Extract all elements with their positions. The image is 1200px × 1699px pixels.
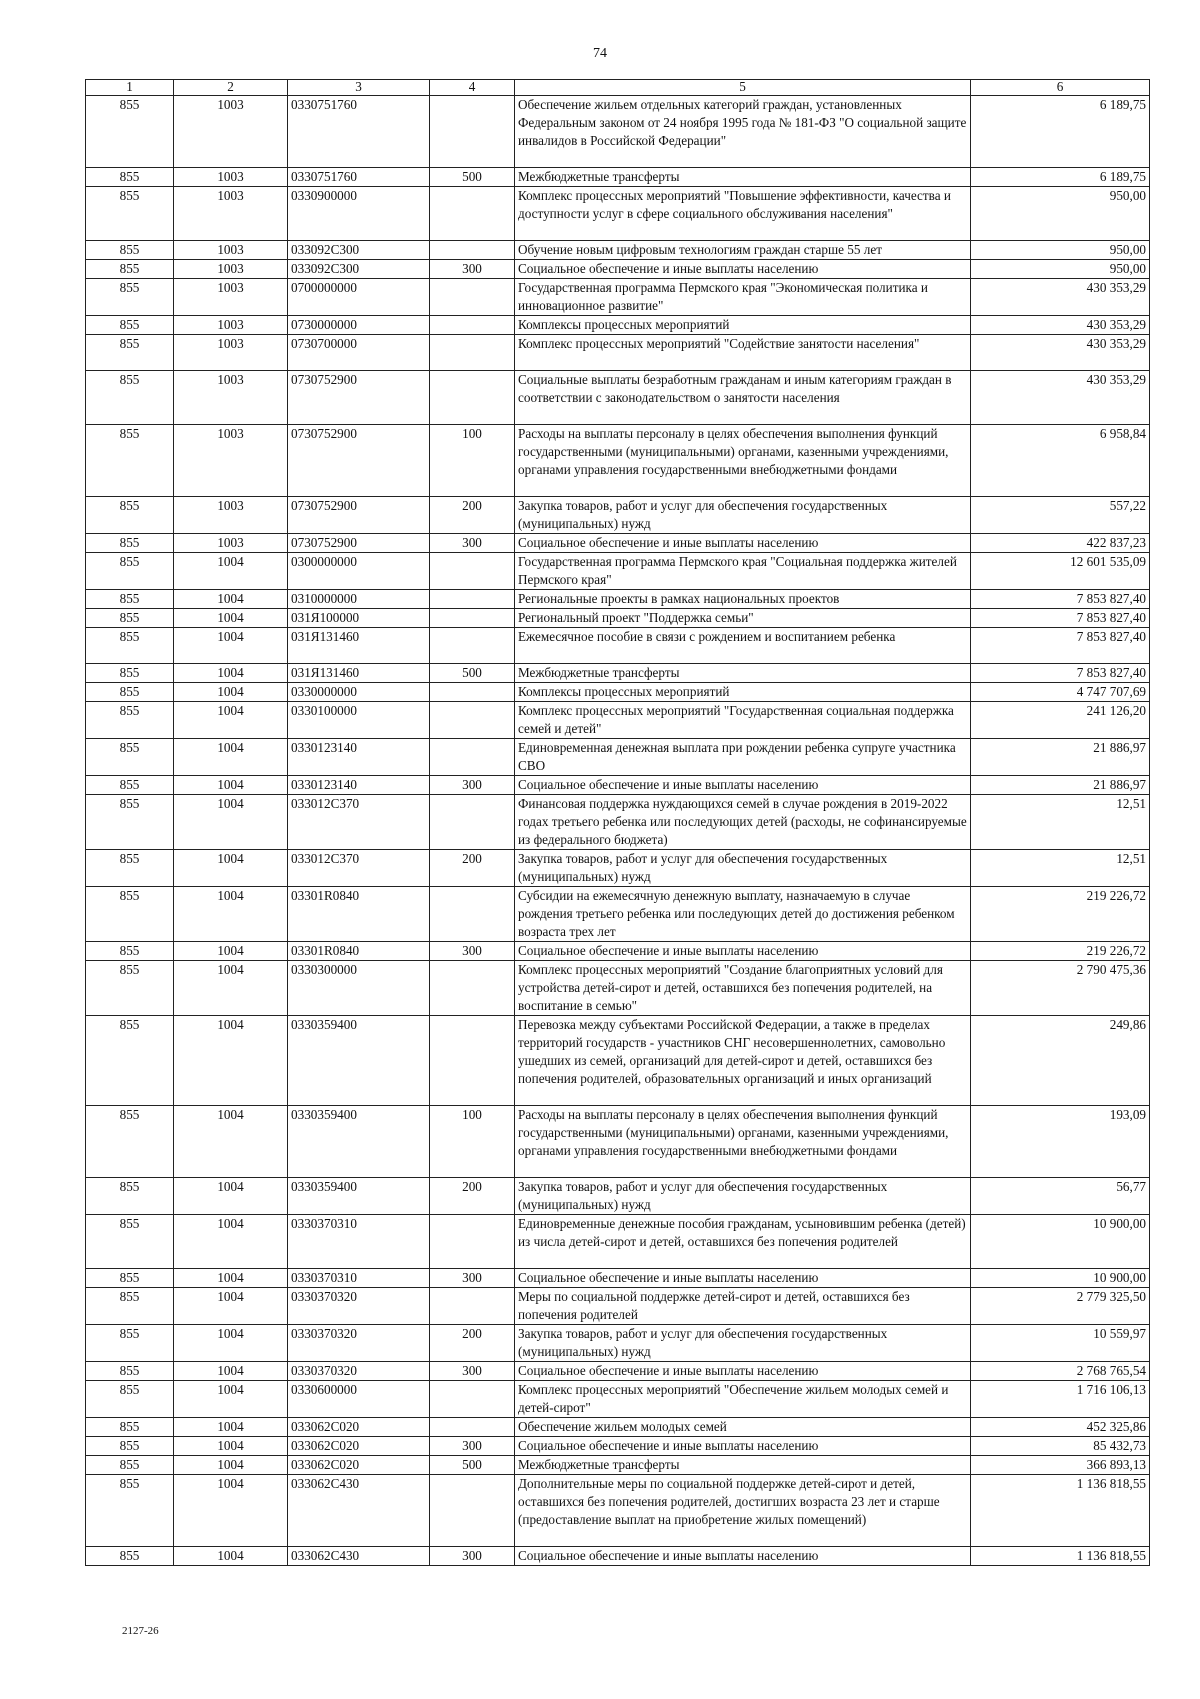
table-row: [86, 316, 1150, 335]
amount-cell: 950,00: [971, 260, 1150, 279]
expense-type-cell: [430, 316, 515, 335]
table-row: [86, 961, 1150, 1016]
description-cell: Социальное обеспечение и иные выплаты населению: [515, 1437, 971, 1456]
amount-cell: 950,00: [971, 241, 1150, 260]
table-row: [86, 887, 1150, 942]
amount-cell: 7 853 827,40: [971, 609, 1150, 628]
ministry-code-cell: 855: [86, 887, 174, 942]
expense-type-cell: [430, 1016, 515, 1106]
ministry-code-cell: 855: [86, 1437, 174, 1456]
amount-cell: 6 189,75: [971, 96, 1150, 168]
expense-type-cell: [430, 887, 515, 942]
description-cell: Комплекс процессных мероприятий "Государственная социальная поддержка семей и детей": [515, 702, 971, 739]
ministry-code-cell: 855: [86, 1269, 174, 1288]
table-row: [86, 1456, 1150, 1475]
amount-cell: 21 886,97: [971, 776, 1150, 795]
section-code-cell: 1003: [174, 279, 288, 316]
expense-type-cell: [430, 1288, 515, 1325]
section-code-cell: 1004: [174, 887, 288, 942]
ministry-code-cell: 855: [86, 316, 174, 335]
ministry-code-cell: 855: [86, 1016, 174, 1106]
amount-cell: 12 601 535,09: [971, 553, 1150, 590]
table-row: [86, 1418, 1150, 1437]
ministry-code-cell: 855: [86, 96, 174, 168]
description-cell: Обеспечение жильем отдельных категорий граждан, установленных Федеральным законом от 24 ноября 1995 года № 181-ФЗ "О социальной защите инвалидов в Российской Федерации": [515, 96, 971, 168]
target-article-cell: 0330751760: [288, 96, 430, 168]
table-row: [86, 850, 1150, 887]
expense-type-cell: [430, 1215, 515, 1269]
target-article-cell: 0730752900: [288, 497, 430, 534]
section-code-cell: 1004: [174, 942, 288, 961]
table-row: [86, 335, 1150, 371]
table-body: [86, 96, 1150, 1566]
expense-type-cell: 200: [430, 1325, 515, 1362]
ministry-code-cell: 855: [86, 241, 174, 260]
target-article-cell: 033092С300: [288, 260, 430, 279]
target-article-cell: 03301R0840: [288, 887, 430, 942]
expense-type-cell: 300: [430, 1437, 515, 1456]
expense-type-cell: [430, 1381, 515, 1418]
section-code-cell: 1004: [174, 1418, 288, 1437]
expense-type-cell: [430, 1418, 515, 1437]
section-code-cell: 1004: [174, 1016, 288, 1106]
amount-cell: 6 958,84: [971, 425, 1150, 497]
table-row: [86, 795, 1150, 850]
ministry-code-cell: 855: [86, 795, 174, 850]
table-row: [86, 590, 1150, 609]
ministry-code-cell: 855: [86, 1475, 174, 1547]
table-row: [86, 1547, 1150, 1566]
ministry-code-cell: 855: [86, 168, 174, 187]
amount-cell: 241 126,20: [971, 702, 1150, 739]
expense-type-cell: [430, 335, 515, 371]
section-code-cell: 1004: [174, 683, 288, 702]
table-row: [86, 664, 1150, 683]
amount-cell: 422 837,23: [971, 534, 1150, 553]
amount-cell: 12,51: [971, 795, 1150, 850]
ministry-code-cell: 855: [86, 702, 174, 739]
amount-cell: 12,51: [971, 850, 1150, 887]
description-cell: Социальное обеспечение и иные выплаты населению: [515, 534, 971, 553]
expense-type-cell: [430, 795, 515, 850]
section-code-cell: 1004: [174, 1475, 288, 1547]
target-article-cell: 0700000000: [288, 279, 430, 316]
table-row: [86, 1325, 1150, 1362]
table-row: [86, 187, 1150, 241]
section-code-cell: 1003: [174, 241, 288, 260]
ministry-code-cell: 855: [86, 590, 174, 609]
ministry-code-cell: 855: [86, 279, 174, 316]
expense-type-cell: 200: [430, 1178, 515, 1215]
section-code-cell: 1004: [174, 1362, 288, 1381]
target-article-cell: 0330359400: [288, 1016, 430, 1106]
expense-type-cell: [430, 628, 515, 664]
ministry-code-cell: 855: [86, 683, 174, 702]
description-cell: Межбюджетные трансферты: [515, 664, 971, 683]
description-cell: Ежемесячное пособие в связи с рождением и воспитанием ребенка: [515, 628, 971, 664]
ministry-code-cell: 855: [86, 1325, 174, 1362]
target-article-cell: 0330000000: [288, 683, 430, 702]
section-code-cell: 1004: [174, 1288, 288, 1325]
section-code-cell: 1004: [174, 850, 288, 887]
target-article-cell: 0330300000: [288, 961, 430, 1016]
expense-type-cell: 300: [430, 534, 515, 553]
target-article-cell: 0330100000: [288, 702, 430, 739]
ministry-code-cell: 855: [86, 1381, 174, 1418]
amount-cell: 85 432,73: [971, 1437, 1150, 1456]
section-code-cell: 1003: [174, 534, 288, 553]
section-code-cell: 1004: [174, 1178, 288, 1215]
description-cell: Закупка товаров, работ и услуг для обеспечения государственных (муниципальных) нужд: [515, 1325, 971, 1362]
expense-type-cell: 300: [430, 776, 515, 795]
ministry-code-cell: 855: [86, 1106, 174, 1178]
target-article-cell: 0330359400: [288, 1178, 430, 1215]
expense-type-cell: 200: [430, 850, 515, 887]
target-article-cell: 033012С370: [288, 850, 430, 887]
amount-cell: 10 900,00: [971, 1215, 1150, 1269]
expense-type-cell: [430, 739, 515, 776]
column-header: 3: [288, 80, 430, 96]
section-code-cell: 1004: [174, 776, 288, 795]
target-article-cell: 0330123140: [288, 776, 430, 795]
section-code-cell: 1003: [174, 371, 288, 425]
amount-cell: 366 893,13: [971, 1456, 1150, 1475]
expense-type-cell: 300: [430, 1362, 515, 1381]
amount-cell: 7 853 827,40: [971, 590, 1150, 609]
budget-table: [85, 79, 1150, 1566]
description-cell: Комплекс процессных мероприятий "Повышение эффективности, качества и доступности услуг в сфере социального обслуживания населения": [515, 187, 971, 241]
target-article-cell: 0330123140: [288, 739, 430, 776]
description-cell: Комплексы процессных мероприятий: [515, 683, 971, 702]
ministry-code-cell: 855: [86, 1456, 174, 1475]
ministry-code-cell: 855: [86, 260, 174, 279]
table-row: [86, 279, 1150, 316]
target-article-cell: 033062С430: [288, 1547, 430, 1566]
target-article-cell: 0330751760: [288, 168, 430, 187]
target-article-cell: 0730000000: [288, 316, 430, 335]
amount-cell: 249,86: [971, 1016, 1150, 1106]
target-article-cell: 033062С020: [288, 1418, 430, 1437]
table-row: [86, 425, 1150, 497]
table-row: [86, 1215, 1150, 1269]
description-cell: Обучение новым цифровым технологиям граждан старше 55 лет: [515, 241, 971, 260]
ministry-code-cell: 855: [86, 1178, 174, 1215]
amount-cell: 1 136 818,55: [971, 1475, 1150, 1547]
target-article-cell: 033012С370: [288, 795, 430, 850]
target-article-cell: 0730700000: [288, 335, 430, 371]
amount-cell: 7 853 827,40: [971, 628, 1150, 664]
target-article-cell: 0330600000: [288, 1381, 430, 1418]
ministry-code-cell: 855: [86, 776, 174, 795]
table-header-row: [86, 80, 1150, 96]
description-cell: Социальное обеспечение и иные выплаты населению: [515, 776, 971, 795]
expense-type-cell: [430, 553, 515, 590]
amount-cell: 2 790 475,36: [971, 961, 1150, 1016]
description-cell: Социальное обеспечение и иные выплаты населению: [515, 1362, 971, 1381]
table-row: [86, 628, 1150, 664]
table-row: [86, 497, 1150, 534]
description-cell: Финансовая поддержка нуждающихся семей в случае рождения в 2019-2022 годах третьего ребенка или последующих детей (расходы, не софинансируемые из федерального бюджета): [515, 795, 971, 850]
target-article-cell: 0330359400: [288, 1106, 430, 1178]
section-code-cell: 1003: [174, 96, 288, 168]
description-cell: Обеспечение жильем молодых семей: [515, 1418, 971, 1437]
ministry-code-cell: 855: [86, 1288, 174, 1325]
target-article-cell: 031Я131460: [288, 628, 430, 664]
table-row: [86, 371, 1150, 425]
section-code-cell: 1003: [174, 260, 288, 279]
ministry-code-cell: 855: [86, 1418, 174, 1437]
amount-cell: 219 226,72: [971, 887, 1150, 942]
ministry-code-cell: 855: [86, 335, 174, 371]
ministry-code-cell: 855: [86, 425, 174, 497]
amount-cell: 1 136 818,55: [971, 1547, 1150, 1566]
target-article-cell: 0300000000: [288, 553, 430, 590]
amount-cell: 6 189,75: [971, 168, 1150, 187]
section-code-cell: 1004: [174, 739, 288, 776]
section-code-cell: 1003: [174, 335, 288, 371]
amount-cell: 4 747 707,69: [971, 683, 1150, 702]
description-cell: Комплексы процессных мероприятий: [515, 316, 971, 335]
target-article-cell: 0330370320: [288, 1325, 430, 1362]
description-cell: Межбюджетные трансферты: [515, 168, 971, 187]
section-code-cell: 1004: [174, 1437, 288, 1456]
section-code-cell: 1004: [174, 1547, 288, 1566]
target-article-cell: 0330370310: [288, 1269, 430, 1288]
description-cell: Закупка товаров, работ и услуг для обеспечения государственных (муниципальных) нужд: [515, 1178, 971, 1215]
expense-type-cell: [430, 683, 515, 702]
ministry-code-cell: 855: [86, 187, 174, 241]
amount-cell: 452 325,86: [971, 1418, 1150, 1437]
description-cell: Социальное обеспечение и иные выплаты населению: [515, 942, 971, 961]
expense-type-cell: 300: [430, 1547, 515, 1566]
table-row: [86, 683, 1150, 702]
description-cell: Расходы на выплаты персоналу в целях обеспечения выполнения функций государственными (муниципальными) органами, казенными учреждениями, органами управления государственными внебюджетными фондами: [515, 1106, 971, 1178]
expense-type-cell: [430, 371, 515, 425]
amount-cell: 950,00: [971, 187, 1150, 241]
amount-cell: 10 559,97: [971, 1325, 1150, 1362]
section-code-cell: 1004: [174, 628, 288, 664]
table-row: [86, 1437, 1150, 1456]
section-code-cell: 1004: [174, 609, 288, 628]
table-row: [86, 1178, 1150, 1215]
target-article-cell: 033062С430: [288, 1475, 430, 1547]
section-code-cell: 1003: [174, 187, 288, 241]
section-code-cell: 1004: [174, 1106, 288, 1178]
description-cell: Комплекс процессных мероприятий "Обеспечение жильем молодых семей и детей-сирот": [515, 1381, 971, 1418]
ministry-code-cell: 855: [86, 371, 174, 425]
expense-type-cell: 500: [430, 664, 515, 683]
expense-type-cell: 300: [430, 260, 515, 279]
document-code: 2127-26: [122, 1625, 159, 1637]
amount-cell: 21 886,97: [971, 739, 1150, 776]
target-article-cell: 03301R0840: [288, 942, 430, 961]
target-article-cell: 033062С020: [288, 1456, 430, 1475]
table-row: [86, 534, 1150, 553]
section-code-cell: 1004: [174, 664, 288, 683]
table-row: [86, 241, 1150, 260]
description-cell: Региональный проект "Поддержка семьи": [515, 609, 971, 628]
column-header: 5: [515, 80, 971, 96]
description-cell: Перевозка между субъектами Российской Федерации, а также в пределах территорий государств - участников СНГ несовершеннолетних, самовольно ушедших из семей, организаций для детей-сирот и детей, оставшихся без попечения родителей, образовательных организаций и иных организаций: [515, 1016, 971, 1106]
ministry-code-cell: 855: [86, 609, 174, 628]
section-code-cell: 1004: [174, 1325, 288, 1362]
section-code-cell: 1004: [174, 590, 288, 609]
ministry-code-cell: 855: [86, 628, 174, 664]
expense-type-cell: 200: [430, 497, 515, 534]
description-cell: Субсидии на ежемесячную денежную выплату, назначаемую в случае рождения третьего ребенка или последующих детей до достижения ребенком возраста трех лет: [515, 887, 971, 942]
table-row: [86, 739, 1150, 776]
table-row: [86, 1475, 1150, 1547]
section-code-cell: 1004: [174, 553, 288, 590]
ministry-code-cell: 855: [86, 1362, 174, 1381]
ministry-code-cell: 855: [86, 739, 174, 776]
target-article-cell: 0330370320: [288, 1362, 430, 1381]
column-header: 1: [86, 80, 174, 96]
target-article-cell: 0330370310: [288, 1215, 430, 1269]
ministry-code-cell: 855: [86, 497, 174, 534]
description-cell: Государственная программа Пермского края "Экономическая политика и инновационное развитие": [515, 279, 971, 316]
section-code-cell: 1004: [174, 1269, 288, 1288]
table-row: [86, 1288, 1150, 1325]
section-code-cell: 1003: [174, 497, 288, 534]
expense-type-cell: 500: [430, 1456, 515, 1475]
expense-type-cell: [430, 96, 515, 168]
target-article-cell: 033062С020: [288, 1437, 430, 1456]
column-header: 4: [430, 80, 515, 96]
target-article-cell: 033092С300: [288, 241, 430, 260]
description-cell: Расходы на выплаты персоналу в целях обеспечения выполнения функций государственными (муниципальными) органами, казенными учреждениями, органами управления государственными внебюджетными фондами: [515, 425, 971, 497]
section-code-cell: 1004: [174, 1381, 288, 1418]
description-cell: Социальное обеспечение и иные выплаты населению: [515, 1547, 971, 1566]
page-number: 74: [593, 46, 607, 61]
expense-type-cell: 300: [430, 1269, 515, 1288]
expense-type-cell: [430, 279, 515, 316]
target-article-cell: 0730752900: [288, 425, 430, 497]
table-row: [86, 1381, 1150, 1418]
column-header: 2: [174, 80, 288, 96]
expense-type-cell: 100: [430, 1106, 515, 1178]
amount-cell: 219 226,72: [971, 942, 1150, 961]
section-code-cell: 1004: [174, 702, 288, 739]
target-article-cell: 031Я100000: [288, 609, 430, 628]
table-row: [86, 260, 1150, 279]
amount-cell: 430 353,29: [971, 371, 1150, 425]
expense-type-cell: [430, 609, 515, 628]
ministry-code-cell: 855: [86, 1547, 174, 1566]
description-cell: Закупка товаров, работ и услуг для обеспечения государственных (муниципальных) нужд: [515, 497, 971, 534]
description-cell: Межбюджетные трансферты: [515, 1456, 971, 1475]
section-code-cell: 1003: [174, 425, 288, 497]
amount-cell: 557,22: [971, 497, 1150, 534]
expense-type-cell: [430, 961, 515, 1016]
expense-type-cell: [430, 1475, 515, 1547]
table-row: [86, 942, 1150, 961]
description-cell: Региональные проекты в рамках национальных проектов: [515, 590, 971, 609]
section-code-cell: 1004: [174, 1456, 288, 1475]
target-article-cell: 0330370320: [288, 1288, 430, 1325]
expense-type-cell: 300: [430, 942, 515, 961]
expense-type-cell: [430, 702, 515, 739]
ministry-code-cell: 855: [86, 942, 174, 961]
table-row: [86, 609, 1150, 628]
table-row: [86, 168, 1150, 187]
section-code-cell: 1004: [174, 1215, 288, 1269]
description-cell: Комплекс процессных мероприятий "Содействие занятости населения": [515, 335, 971, 371]
expense-type-cell: 500: [430, 168, 515, 187]
expense-type-cell: [430, 187, 515, 241]
amount-cell: 1 716 106,13: [971, 1381, 1150, 1418]
column-header: 6: [971, 80, 1150, 96]
amount-cell: 2 768 765,54: [971, 1362, 1150, 1381]
table-row: [86, 702, 1150, 739]
ministry-code-cell: 855: [86, 553, 174, 590]
amount-cell: 430 353,29: [971, 279, 1150, 316]
expense-type-cell: [430, 590, 515, 609]
table-row: [86, 776, 1150, 795]
expense-type-cell: [430, 241, 515, 260]
amount-cell: 56,77: [971, 1178, 1150, 1215]
amount-cell: 2 779 325,50: [971, 1288, 1150, 1325]
target-article-cell: 0330900000: [288, 187, 430, 241]
description-cell: Социальное обеспечение и иные выплаты населению: [515, 1269, 971, 1288]
ministry-code-cell: 855: [86, 1215, 174, 1269]
description-cell: Закупка товаров, работ и услуг для обеспечения государственных (муниципальных) нужд: [515, 850, 971, 887]
description-cell: Комплекс процессных мероприятий "Создание благоприятных условий для устройства детей-сирот и детей, оставшихся без попечения родителей, на воспитание в семью": [515, 961, 971, 1016]
target-article-cell: 0730752900: [288, 371, 430, 425]
amount-cell: 7 853 827,40: [971, 664, 1150, 683]
table-row: [86, 1106, 1150, 1178]
section-code-cell: 1003: [174, 168, 288, 187]
table-row: [86, 1362, 1150, 1381]
description-cell: Единовременные денежные пособия гражданам, усыновившим ребенка (детей) из числа детей-сирот и детей, оставшихся без попечения родителей: [515, 1215, 971, 1269]
description-cell: Дополнительные меры по социальной поддержке детей-сирот и детей, оставшихся без попечения родителей, достигших возраста 23 лет и старше (предоставление выплат на приобретение жилых помещений): [515, 1475, 971, 1547]
description-cell: Государственная программа Пермского края "Социальная поддержка жителей Пермского края": [515, 553, 971, 590]
amount-cell: 193,09: [971, 1106, 1150, 1178]
section-code-cell: 1003: [174, 316, 288, 335]
amount-cell: 430 353,29: [971, 316, 1150, 335]
table-row: [86, 1269, 1150, 1288]
section-code-cell: 1004: [174, 795, 288, 850]
target-article-cell: 0310000000: [288, 590, 430, 609]
table-row: [86, 1016, 1150, 1106]
description-cell: Меры по социальной поддержке детей-сирот и детей, оставшихся без попечения родителей: [515, 1288, 971, 1325]
amount-cell: 10 900,00: [971, 1269, 1150, 1288]
target-article-cell: 031Я131460: [288, 664, 430, 683]
amount-cell: 430 353,29: [971, 335, 1150, 371]
description-cell: Единовременная денежная выплата при рождении ребенка супруге участника СВО: [515, 739, 971, 776]
target-article-cell: 0730752900: [288, 534, 430, 553]
ministry-code-cell: 855: [86, 664, 174, 683]
table-row: [86, 553, 1150, 590]
section-code-cell: 1004: [174, 961, 288, 1016]
ministry-code-cell: 855: [86, 534, 174, 553]
ministry-code-cell: 855: [86, 961, 174, 1016]
table-row: [86, 96, 1150, 168]
expense-type-cell: 100: [430, 425, 515, 497]
ministry-code-cell: 855: [86, 850, 174, 887]
description-cell: Социальные выплаты безработным гражданам и иным категориям граждан в соответствии с законодательством о занятости населения: [515, 371, 971, 425]
description-cell: Социальное обеспечение и иные выплаты населению: [515, 260, 971, 279]
